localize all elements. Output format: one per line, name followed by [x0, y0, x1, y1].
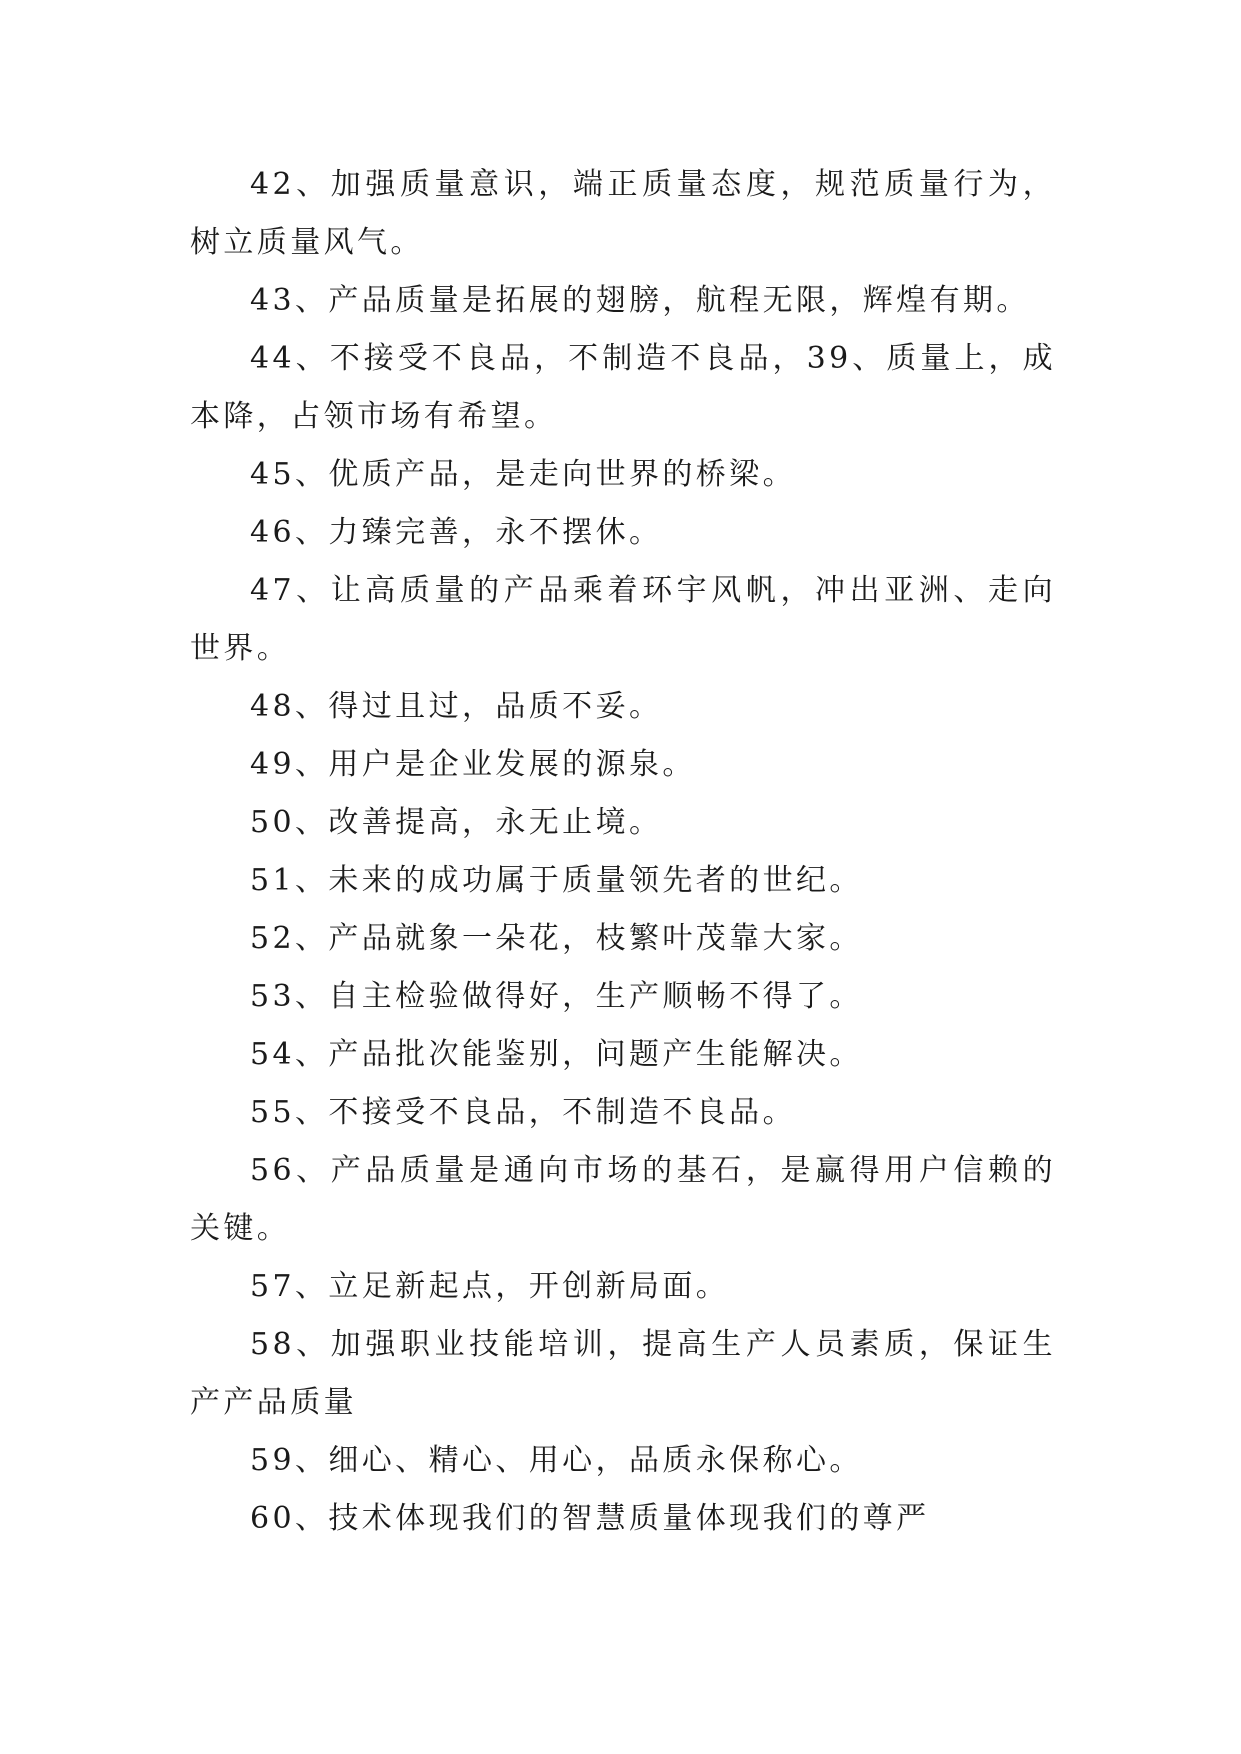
slogan-47: 47、让高质量的产品乘着环宇风帆，冲出亚洲、走向世界。	[190, 573, 1056, 666]
slogan-58: 58、加强职业技能培训，提高生产人员素质，保证生产产品质量	[190, 1327, 1056, 1420]
document-body	[190, 156, 1056, 1548]
slogan-43: 43、产品质量是拓展的翅膀，航程无限，辉煌有期。	[250, 283, 1030, 318]
slogan-52: 52、产品就象一朵花，枝繁叶茂靠大家。	[250, 921, 863, 956]
slogan-55: 55、不接受不良品，不制造不良品。	[250, 1095, 796, 1130]
slogan-45: 45、优质产品，是走向世界的桥梁。	[250, 457, 796, 492]
slogan-59: 59、细心、精心、用心，品质永保称心。	[250, 1443, 863, 1478]
slogan-49: 49、用户是企业发展的源泉。	[250, 747, 696, 782]
slogan-60: 60、技术体现我们的智慧质量体现我们的尊严	[250, 1501, 930, 1536]
slogan-54: 54、产品批次能鉴别，问题产生能解决。	[250, 1037, 863, 1072]
slogan-44: 44、不接受不良品，不制造不良品，39、质量上，成本降，占领市场有希望。	[190, 341, 1056, 434]
slogan-51: 51、未来的成功属于质量领先者的世纪。	[250, 863, 863, 898]
slogan-46: 46、力臻完善，永不摆休。	[250, 515, 663, 550]
slogan-57: 57、立足新起点，开创新局面。	[250, 1269, 730, 1304]
slogan-53: 53、自主检验做得好，生产顺畅不得了。	[250, 979, 863, 1014]
slogan-42: 42、加强质量意识，端正质量态度，规范质量行为，树立质量风气。	[190, 167, 1056, 260]
slogan-50: 50、改善提高，永无止境。	[250, 805, 663, 840]
slogan-48: 48、得过且过，品质不妥。	[250, 689, 663, 724]
slogan-56: 56、产品质量是通向市场的基石，是赢得用户信赖的关键。	[190, 1153, 1056, 1246]
